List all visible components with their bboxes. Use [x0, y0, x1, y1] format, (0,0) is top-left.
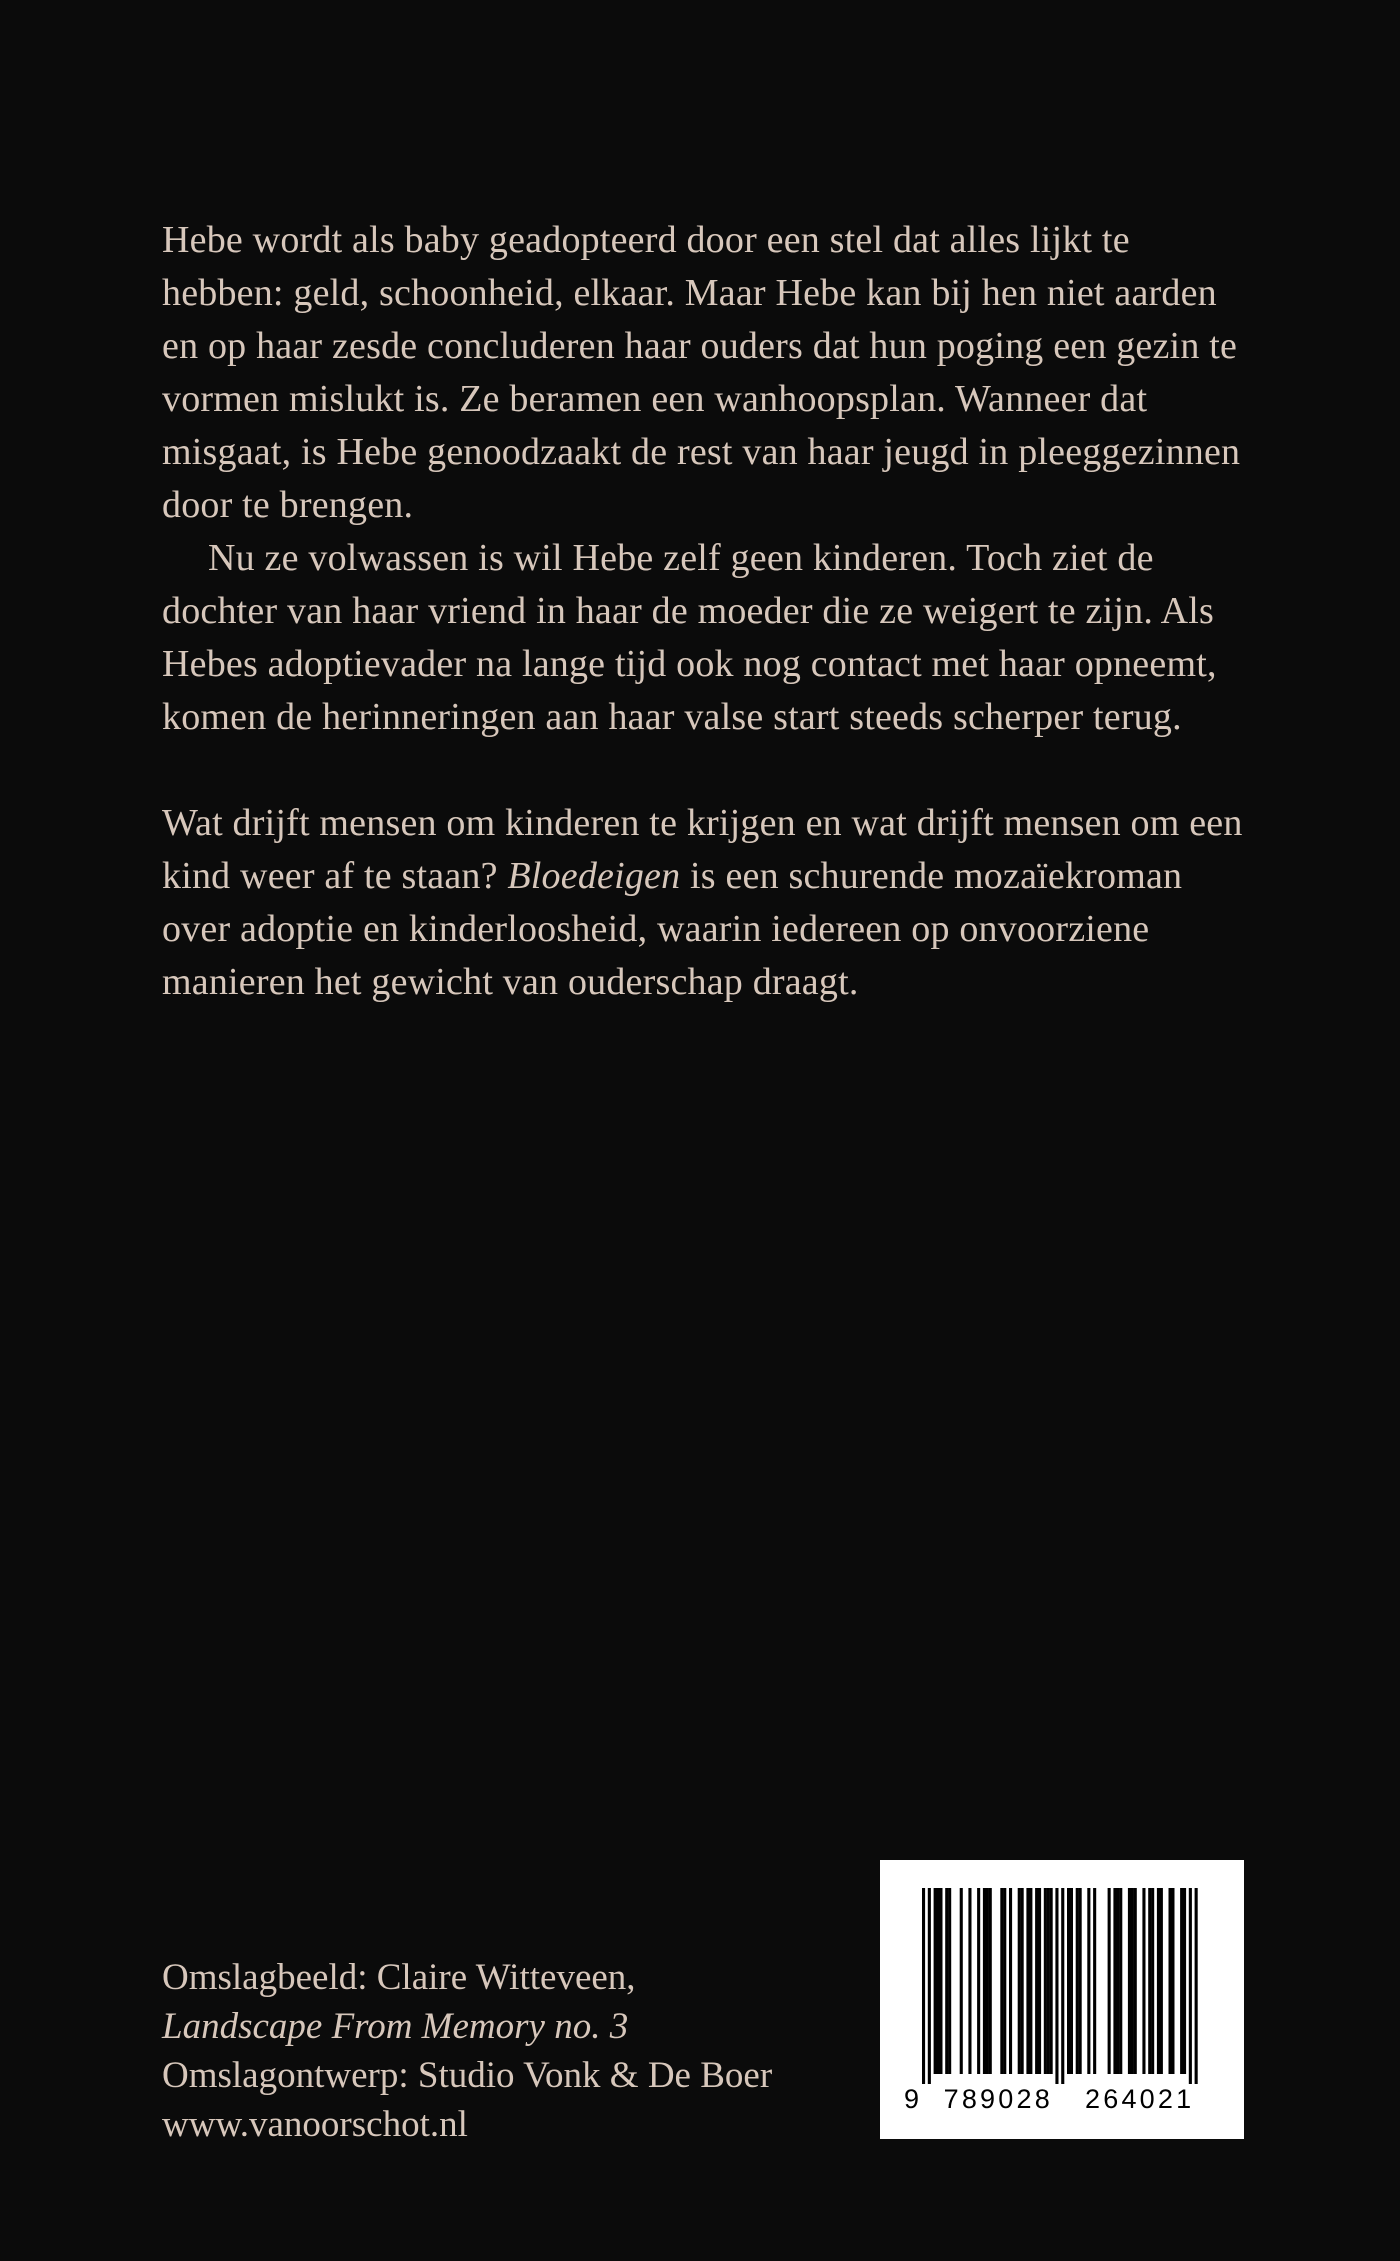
isbn-first-digit: 9	[904, 2084, 923, 2114]
barcode-bar	[1044, 1888, 1047, 2074]
blurb-paragraph-3-start: Wat drijft mensen om kinderen te krijgen en wat drijft mensen om een kind weer af te staan?	[162, 802, 1243, 897]
barcode-bar	[1018, 1888, 1021, 2074]
barcode-bar	[1050, 1888, 1053, 2074]
barcode-bar	[1026, 1888, 1029, 2074]
publisher-website: www.vanoorschot.nl	[162, 2104, 468, 2145]
isbn-left-digits: 789028	[943, 2084, 1053, 2114]
barcode-bar	[945, 1888, 948, 2074]
barcode-bar	[1070, 1888, 1073, 2074]
barcode-bar	[1160, 1888, 1163, 2074]
blurb-paragraph-3-end: is een schurende mozaïekroman over adoptie en kinderloosheid, waarin iedereen op onvoorziene manieren het gewicht van ouderschap draagt.	[162, 855, 1183, 1003]
barcode-bar	[1151, 1888, 1154, 2074]
barcode-guard-bar	[928, 1888, 931, 2084]
barcode-guard-bar	[1195, 1888, 1198, 2084]
blurb-paragraph-1: Hebe wordt als baby geadopteerd door een stel dat alles lijkt te hebben: geld, schoonheid, elkaar. Maar Hebe kan bij hen niet aarden en op haar zesde concluderen haar ouders dat hun poging een gezin te vormen mislukt is. Ze beramen een wanhoopsplan. Wanneer dat misgaat, is Hebe genoodzaakt de rest van haar jeugd in pleeggezinnen door te brengen.	[162, 219, 1241, 526]
book-title: Bloedeigen	[507, 855, 681, 897]
barcode-bar	[1009, 1888, 1012, 2074]
barcode-bar	[1076, 1888, 1079, 2074]
isbn-digits	[904, 2084, 1224, 2115]
isbn-barcode	[880, 1860, 1244, 2139]
barcode-bar	[1021, 1888, 1024, 2074]
barcode-bar	[1128, 1888, 1131, 2074]
barcode-bar	[1169, 1888, 1172, 2074]
barcode-bar	[983, 1888, 986, 2074]
cover-design-credit: Omslagontwerp: Studio Vonk & De Boer	[162, 2055, 773, 2096]
barcode-bar	[937, 1888, 940, 2074]
barcode-bar	[1047, 1888, 1050, 2074]
barcode-guard-bar	[1055, 1888, 1058, 2084]
barcode-bar	[968, 1888, 971, 2074]
barcode-guard-bar	[1189, 1888, 1192, 2084]
barcode-bar	[1180, 1888, 1183, 2074]
barcode-bar	[1079, 1888, 1082, 2074]
barcode-bar	[1093, 1888, 1096, 2074]
barcode-bar	[960, 1888, 963, 2074]
barcode-bar	[939, 1888, 942, 2074]
barcode-bar	[977, 1888, 980, 2074]
barcode-bar	[1038, 1888, 1041, 2074]
credits	[162, 1953, 772, 2149]
barcode-bar	[1171, 1888, 1174, 2074]
barcode-bar	[986, 1888, 989, 2074]
barcode-bar	[1183, 1888, 1186, 2074]
barcode-bar	[1119, 1888, 1122, 2074]
back-cover-blurb	[162, 214, 1252, 1009]
blurb-paragraph-3	[162, 797, 1252, 1009]
barcode-bar	[1067, 1888, 1070, 2074]
barcode-bar	[1157, 1888, 1160, 2074]
barcode-guard-bar	[922, 1888, 925, 2084]
barcode-bar	[1142, 1888, 1145, 2074]
barcode-bar	[1148, 1888, 1151, 2074]
isbn-right-digits: 264021	[1085, 2084, 1195, 2114]
barcode-guard-bar	[1061, 1888, 1064, 2084]
barcode-bar	[1108, 1888, 1111, 2074]
blurb-paragraph-2: Nu ze volwassen is wil Hebe zelf geen kinderen. Toch ziet de dochter van haar vriend in haar de moeder die ze weigert te zijn. Als Hebes adoptievader na lange tijd ook nog contact met haar opneemt, komen de herinneringen aan haar valse start steeds scherper terug.	[162, 537, 1217, 738]
barcode-bar	[934, 1888, 937, 2074]
cover-artwork-title: Landscape From Memory no. 3	[162, 2006, 629, 2047]
barcode-bar	[989, 1888, 992, 2074]
barcode-bar	[1003, 1888, 1006, 2074]
barcode-bar	[1113, 1888, 1116, 2074]
cover-image-credit: Omslagbeeld: Claire Witteveen,	[162, 1957, 636, 1998]
barcode-bar	[1131, 1888, 1134, 2074]
barcode-bar	[1000, 1888, 1003, 2074]
barcode-bar	[1029, 1888, 1032, 2074]
barcode-bar	[1087, 1888, 1090, 2074]
barcode-bar	[1134, 1888, 1137, 2074]
barcode-bar	[1116, 1888, 1119, 2074]
barcode-bar	[948, 1888, 951, 2074]
barcode-bar	[1035, 1888, 1038, 2074]
